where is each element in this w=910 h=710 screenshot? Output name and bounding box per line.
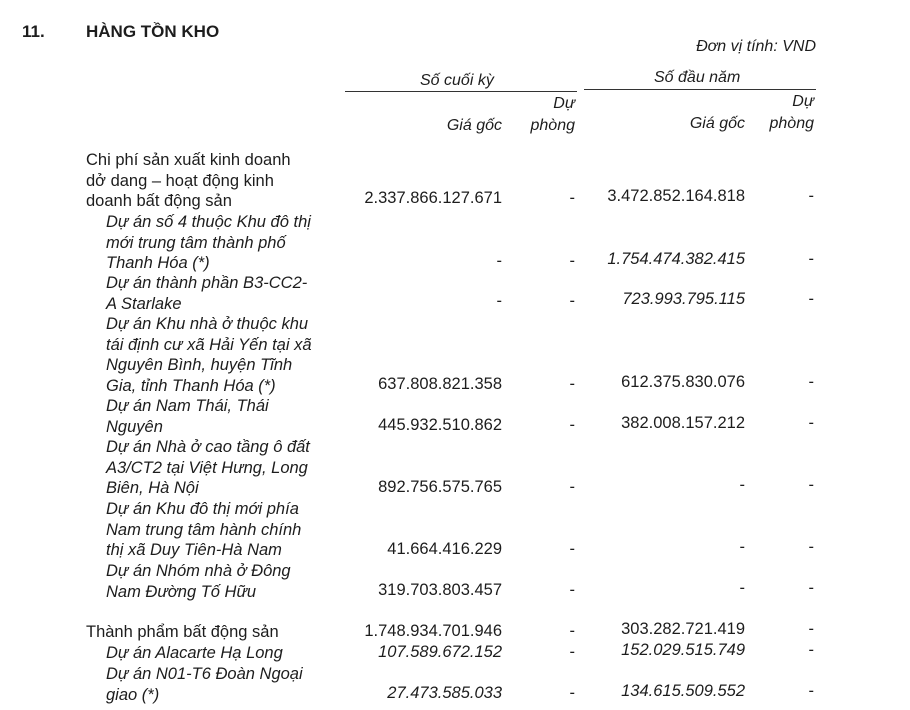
- begin-cost-value: 612.375.830.076: [621, 373, 745, 391]
- begin-provision-value: -: [808, 250, 814, 268]
- label-line: Chi phí sản xuất kinh doanh: [86, 151, 291, 169]
- row-label-viet-hung: [106, 437, 310, 499]
- header-cost-end: Giá gốc: [446, 117, 502, 134]
- label-line: Nguyên Bình, huyện Tĩnh: [106, 356, 293, 374]
- row-label-wip: [86, 150, 291, 212]
- label-line: thị xã Duy Tiên-Hà Nam: [106, 541, 282, 559]
- row-label-finished-goods: [86, 622, 279, 643]
- label-line: Dự án Nam Thái, Thái: [106, 397, 269, 415]
- row-label-project-4: [106, 212, 311, 274]
- row-label-nam-thai: [106, 396, 269, 437]
- end-cost-value: 41.664.416.229: [387, 540, 502, 558]
- label-line: Nguyên: [106, 417, 163, 436]
- header-provision-begin-line2: phòng: [769, 115, 814, 132]
- begin-cost-value: 1.754.474.382.415: [607, 250, 745, 268]
- end-cost-value: -: [496, 292, 502, 310]
- header-provision-end-line2: phòng: [530, 117, 575, 134]
- label-line: Dự án Nhà ở cao tầng ô đất: [106, 438, 310, 456]
- end-cost-value: 445.932.510.862: [378, 416, 502, 434]
- row-label-hai-yen: [106, 314, 312, 396]
- begin-provision-value: -: [808, 620, 814, 638]
- row-label-starlake: [106, 273, 307, 314]
- end-cost-value: 107.589.672.152: [378, 643, 502, 661]
- begin-cost-value: -: [739, 579, 745, 597]
- end-cost-value: 892.756.575.765: [378, 478, 502, 496]
- row-label-doan-ngoai-giao: [106, 664, 303, 705]
- end-provision-value: -: [569, 375, 575, 393]
- begin-provision-value: -: [808, 290, 814, 308]
- end-provision-value: -: [569, 189, 575, 207]
- begin-cost-value: 303.282.721.419: [621, 620, 745, 638]
- header-rule-begin: [584, 89, 816, 90]
- row-label-alacarte: [106, 643, 283, 664]
- begin-provision-value: -: [808, 373, 814, 391]
- header-begin-year: Số đầu năm: [654, 69, 741, 86]
- section-title: HÀNG TỒN KHO: [86, 22, 220, 41]
- begin-cost-value: 152.029.515.749: [621, 641, 745, 659]
- begin-cost-value: 723.993.795.115: [622, 290, 745, 308]
- label-line: Gia, tỉnh Thanh Hóa (*): [106, 376, 276, 395]
- end-provision-value: -: [569, 643, 575, 661]
- end-cost-value: 27.473.585.033: [387, 684, 502, 702]
- label-line: doanh bất động sản: [86, 192, 232, 210]
- end-cost-value: 637.808.821.358: [378, 375, 502, 393]
- end-cost-value: 319.703.803.457: [378, 581, 502, 599]
- begin-provision-value: -: [808, 641, 814, 659]
- end-cost-value: -: [496, 252, 502, 270]
- label-line: Dự án Alacarte Hạ Long: [106, 644, 283, 662]
- unit-label: Đơn vị tính: VND: [696, 38, 816, 55]
- label-line: Dự án số 4 thuộc Khu đô thị: [106, 213, 311, 231]
- header-rule-end: [345, 91, 577, 92]
- label-line: mới trung tâm thành phố: [106, 233, 286, 252]
- end-cost-value: 1.748.934.701.946: [364, 622, 502, 640]
- label-line: Dự án thành phần B3-CC2-: [106, 274, 308, 292]
- end-provision-value: -: [569, 416, 575, 434]
- label-line: Thanh Hóa (*): [106, 254, 210, 272]
- row-label-to-huu: [106, 561, 291, 602]
- label-line: tái định cư xã Hải Yến tại xã: [106, 335, 312, 354]
- label-line: giao (*): [106, 685, 160, 704]
- label-line: Dự án Khu nhà ở thuộc khu: [106, 315, 309, 333]
- label-line: A3/CT2 tại Việt Hưng, Long: [106, 458, 308, 477]
- label-line: A Starlake: [106, 294, 182, 313]
- label-line: Dự án Nhóm nhà ở Đông: [106, 562, 291, 580]
- end-provision-value: -: [569, 540, 575, 558]
- label-line: dở dang – hoạt động kinh: [86, 171, 274, 190]
- begin-provision-value: -: [808, 682, 814, 700]
- end-provision-value: -: [569, 684, 575, 702]
- end-provision-value: -: [569, 581, 575, 599]
- begin-cost-value: 134.615.509.552: [621, 682, 745, 700]
- begin-provision-value: -: [808, 579, 814, 597]
- begin-provision-value: -: [808, 538, 814, 556]
- end-provision-value: -: [569, 478, 575, 496]
- end-provision-value: -: [569, 252, 575, 270]
- row-label-duy-tien: [106, 499, 301, 561]
- begin-cost-value: 3.472.852.164.818: [607, 187, 745, 205]
- label-line: Dự án N01-T6 Đoàn Ngoại: [106, 665, 303, 683]
- begin-cost-value: 382.008.157.212: [621, 414, 745, 432]
- end-provision-value: -: [569, 292, 575, 310]
- section-number: 11.: [22, 22, 45, 41]
- label-line: Dự án Khu đô thị mới phía: [106, 500, 299, 518]
- begin-cost-value: -: [739, 476, 745, 494]
- end-cost-value: 2.337.866.127.671: [364, 189, 502, 207]
- begin-provision-value: -: [808, 187, 814, 205]
- label-line: Thành phẩm bất động sản: [86, 623, 279, 641]
- end-provision-value: -: [569, 622, 575, 640]
- header-cost-begin: Giá gốc: [689, 115, 745, 132]
- header-provision-end-line1: Dự: [553, 95, 575, 112]
- begin-provision-value: -: [808, 476, 814, 494]
- label-line: Nam Đường Tố Hữu: [106, 582, 257, 601]
- begin-provision-value: -: [808, 414, 814, 432]
- label-line: Nam trung tâm hành chính: [106, 520, 302, 539]
- label-line: Biên, Hà Nội: [106, 479, 199, 497]
- begin-cost-value: -: [739, 538, 745, 556]
- header-end-period: Số cuối kỳ: [420, 72, 494, 89]
- header-provision-begin-line1: Dự: [792, 93, 814, 110]
